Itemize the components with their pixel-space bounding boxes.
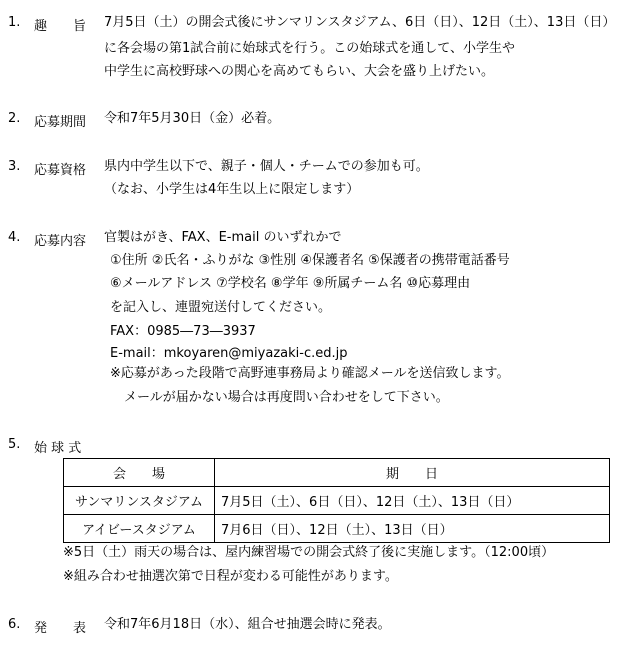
venue-cell: アイビースタジアム xyxy=(64,515,215,543)
section1-line: 中学生に高校野球への関心を高めてもらい、大会を盛り上げたい。 xyxy=(104,64,495,79)
section1-line: 7月5日（土）の開会式後にサンマリンスタジアム、6日（日）、12日（土）、13日（日） xyxy=(104,15,616,30)
required-fields-line: ①住所 ②氏名・ふりがな ③性別 ④保護者名 ⑤保護者の携帯電話番号 xyxy=(110,253,510,268)
confirmation-note-2: メールが届かない場合は再度問い合わせをして下さい。 xyxy=(124,390,449,405)
dates-cell: 7月6日（日）、12日（土）、13日（日） xyxy=(215,515,610,543)
section1-heading: 趣 旨 xyxy=(34,19,87,34)
rain-note: ※5日（土）雨天の場合は、屋内練習場での開会式終了後に実施します。（12:00頃） xyxy=(63,545,555,560)
email-address[interactable]: E-mail：mkoyaren@miyazaki-c.ed.jp xyxy=(110,346,348,361)
section5-number: 5. xyxy=(8,437,21,452)
submission-instruction: を記入し、連盟宛送付してください。 xyxy=(110,300,332,315)
fax-number: FAX：0985―73―3937 xyxy=(110,324,256,339)
application-method: 官製はがき、FAX、E-mail のいずれかで xyxy=(104,230,342,245)
table-row xyxy=(64,515,610,543)
section6-number: 6. xyxy=(8,617,21,632)
eligibility-note: （なお、小学生は4年生以上に限定します） xyxy=(104,182,360,197)
date-column-header: 期 日 xyxy=(215,459,610,487)
confirmation-note: ※応募があった段階で高野連事務局より確認メールを送信致します。 xyxy=(110,366,510,381)
section1-number: 1. xyxy=(8,15,21,30)
required-fields-line: ⑥メールアドレス ⑦学校名 ⑧学年 ⑨所属チーム名 ⑩応募理由 xyxy=(110,276,471,291)
section5-heading: 始 球 式 xyxy=(34,441,82,456)
section3-heading: 応募資格 xyxy=(34,163,87,178)
venue-column-header: 会 場 xyxy=(64,459,215,487)
section6-heading: 発 表 xyxy=(34,621,87,636)
table-header-row xyxy=(64,459,610,487)
dates-cell: 7月5日（土）、6日（日）、12日（土）、13日（日） xyxy=(215,487,610,515)
section2-number: 2. xyxy=(8,111,21,126)
venue-table xyxy=(63,458,610,543)
venue-cell: サンマリンスタジアム xyxy=(64,487,215,515)
schedule-note: ※組み合わせ抽選次第で日程が変わる可能性があります。 xyxy=(63,569,398,584)
section3-number: 3. xyxy=(8,159,21,174)
application-deadline: 令和7年5月30日（金）必着。 xyxy=(104,111,281,126)
section2-heading: 応募期間 xyxy=(34,115,87,130)
section1-line: に各会場の第1試合前に始球式を行う。この始球式を通して、小学生や xyxy=(104,41,516,56)
table-row xyxy=(64,487,610,515)
announcement-date: 令和7年6月18日（水）、組合せ抽選会時に発表。 xyxy=(104,617,391,632)
section4-heading: 応募内容 xyxy=(34,234,87,249)
section4-number: 4. xyxy=(8,230,21,245)
eligibility-line: 県内中学生以下で、親子・個人・チームでの参加も可。 xyxy=(104,159,429,174)
